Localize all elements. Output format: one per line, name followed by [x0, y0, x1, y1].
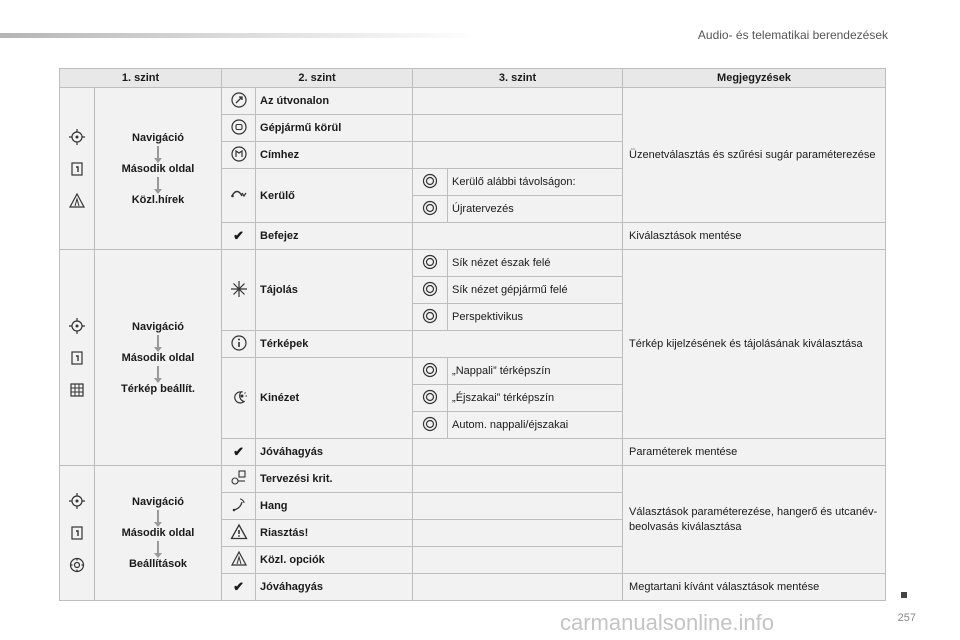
- level2-label: Az útvonalon: [256, 88, 413, 115]
- down-arrow-icon: [157, 177, 159, 190]
- settings-icon: [68, 556, 86, 574]
- level3-label: Újratervezés: [448, 196, 623, 223]
- nav-target-icon: [68, 128, 86, 146]
- level3-label: Kerülő alábbi távolságon:: [448, 169, 623, 196]
- col-header: 3. szint: [413, 69, 623, 88]
- level2-label: Hang: [256, 493, 413, 520]
- nav-target-icon: [68, 492, 86, 510]
- table-row: [60, 250, 886, 277]
- level1-step: Térkép beállít.: [121, 382, 195, 395]
- col-header: Megjegyzések: [623, 69, 886, 88]
- header-bar: [0, 33, 480, 38]
- level2-label: Tervezési krit.: [256, 466, 413, 493]
- level3-label: Sík nézet észak felé: [448, 250, 623, 277]
- level3-label: „Éjszakai” térképszín: [448, 385, 623, 412]
- option-icon: [421, 280, 439, 298]
- level1-step: Beállítások: [128, 558, 188, 570]
- road-alert-icon: [230, 550, 248, 568]
- level1-step: Navigáció: [132, 131, 184, 144]
- option-icon: [421, 253, 439, 271]
- watermark: carmanualsonline.info: [560, 610, 775, 635]
- level2-label: Jóváhagyás: [256, 574, 413, 601]
- level1-step: Közl.hírek: [131, 193, 185, 206]
- level2-label: Közl. opciók: [256, 547, 413, 574]
- level1-path: [95, 250, 222, 466]
- level2-label: Címhez: [256, 142, 413, 169]
- option-icon: [421, 172, 439, 190]
- option-icon: [421, 415, 439, 433]
- destination-icon: [230, 145, 248, 163]
- sound-icon: [230, 496, 248, 514]
- info-icon: [230, 334, 248, 352]
- level2-label: Gépjármű körül: [256, 115, 413, 142]
- level2-label: Riasztás!: [256, 520, 413, 547]
- check-icon: ✔: [233, 228, 244, 243]
- warning-icon: [230, 523, 248, 541]
- down-arrow-icon: [157, 541, 159, 554]
- level1-path: [95, 88, 222, 250]
- option-icon: [421, 307, 439, 325]
- level2-label: Térképek: [256, 331, 413, 358]
- map-grid-icon: [68, 381, 86, 399]
- col-header: 1. szint: [60, 69, 222, 88]
- page-icon: [68, 524, 86, 542]
- level1-icons: [60, 88, 95, 250]
- orientation-icon: [230, 280, 248, 298]
- note: Térkép kijelzésének és tájolásának kiválasztása: [623, 250, 886, 439]
- down-arrow-icon: [157, 366, 159, 379]
- level1-path: [95, 466, 222, 601]
- note: Üzenetválasztás és szűrési sugár paraméterezése: [623, 88, 886, 223]
- option-icon: [421, 388, 439, 406]
- car-around-icon: [230, 118, 248, 136]
- note: Paraméterek mentése: [623, 439, 886, 466]
- day-night-icon: [230, 388, 248, 406]
- detour-icon: [230, 185, 248, 203]
- level1-icons: [60, 466, 95, 601]
- level3-label: „Nappali” térképszín: [448, 358, 623, 385]
- check-icon: ✔: [233, 579, 244, 594]
- level3-label: Sík nézet gépjármű felé: [448, 277, 623, 304]
- page-icon: [68, 349, 86, 367]
- planning-icon: [230, 469, 248, 487]
- level2-label: Kerülő: [256, 169, 413, 223]
- level1-step: Második oldal: [121, 527, 195, 539]
- check-icon: ✔: [233, 444, 244, 459]
- end-marker: [901, 592, 907, 598]
- level1-step: Második oldal: [121, 351, 195, 364]
- down-arrow-icon: [157, 510, 159, 523]
- level2-label: Befejez: [256, 223, 413, 250]
- level2-label: Tájolás: [256, 250, 413, 331]
- level1-icons: [60, 250, 95, 466]
- nav-target-icon: [68, 317, 86, 335]
- level1-step: Második oldal: [121, 162, 195, 175]
- route-icon: [230, 91, 248, 109]
- page-icon: [68, 160, 86, 178]
- chapter-title: Audio- és telematikai berendezések: [697, 28, 888, 42]
- down-arrow-icon: [157, 146, 159, 159]
- road-alert-icon: [68, 192, 86, 210]
- level3-label: Autom. nappali/éjszakai: [448, 412, 623, 439]
- level2-label: Jóváhagyás: [256, 439, 413, 466]
- level1-step: Navigáció: [132, 496, 184, 508]
- level3-label: Perspektivikus: [448, 304, 623, 331]
- note: Megtartani kívánt választások mentése: [623, 574, 886, 601]
- menu-table: [59, 68, 886, 601]
- table-row: [60, 466, 886, 493]
- page-number: 257: [897, 612, 916, 624]
- note: Választások paraméterezése, hangerő és utcanév-beolvasás kiválasztása: [623, 466, 886, 574]
- option-icon: [421, 361, 439, 379]
- level1-step: Navigáció: [132, 320, 184, 333]
- level2-label: Kinézet: [256, 358, 413, 439]
- table-row: [60, 88, 886, 115]
- option-icon: [421, 199, 439, 217]
- note: Kiválasztások mentése: [623, 223, 886, 250]
- col-header: 2. szint: [222, 69, 413, 88]
- table-header: [60, 69, 886, 88]
- down-arrow-icon: [157, 335, 159, 348]
